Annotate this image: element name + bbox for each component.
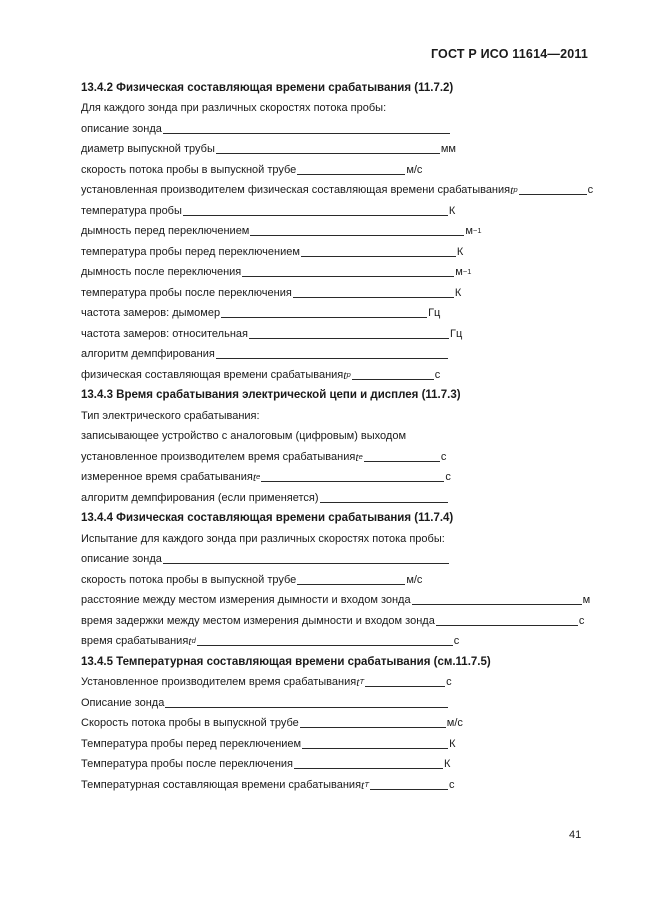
form-field-temperature-response-time: Температурная составляющая времени срабатывания t T с [81, 778, 455, 792]
fill-blank[interactable] [221, 306, 427, 318]
fill-blank[interactable] [216, 142, 440, 154]
fill-blank[interactable] [436, 614, 578, 626]
fill-blank[interactable] [261, 470, 444, 482]
fill-blank[interactable] [519, 183, 587, 195]
fill-blank[interactable] [242, 265, 454, 277]
form-field-temperature-before-switch-2: Температура пробы перед переключением К [81, 738, 456, 750]
text-line: Для каждого зонда при различных скоростях потока пробы: [81, 102, 387, 114]
text-line: Испытание для каждого зонда при различных скоростях потока пробы: [81, 533, 445, 545]
form-field-damping-algorithm: алгоритм демпфирования [81, 347, 449, 361]
form-field-sample-flow-velocity: скорость потока пробы в выпускной трубе м/с [81, 164, 423, 176]
fill-blank[interactable] [297, 573, 405, 585]
fill-blank[interactable] [163, 552, 449, 564]
form-field-response-time-td: время срабатывания t d с [81, 634, 460, 648]
fill-blank[interactable] [250, 224, 464, 236]
fill-blank[interactable] [412, 593, 582, 605]
fill-blank[interactable] [370, 778, 448, 790]
fill-blank[interactable] [249, 327, 449, 339]
form-field-sampling-frequency-opacimeter: частота замеров: дымомер Гц [81, 307, 441, 319]
form-field-manufacturer-temperature-response-time: Установленное производителем время срабатывания t T с [81, 675, 452, 689]
fill-blank[interactable] [183, 204, 448, 216]
section-heading-13-4-3: 13.4.3 Время срабатывания электрической цепи и дисплея (11.7.3) [81, 389, 461, 401]
fill-blank[interactable] [197, 634, 453, 646]
form-field-sample-temperature: температура пробы К [81, 205, 456, 217]
form-field-damping-algorithm-optional: алгоритм демпфирования (если применяется) [81, 491, 449, 505]
form-field-exhaust-pipe-diameter: диаметр выпускной трубы мм [81, 143, 456, 155]
text-line: записывающее устройство с аналоговым (цифровым) выходом [81, 430, 407, 442]
fill-blank[interactable] [163, 122, 450, 134]
section-heading-13-4-5: 13.4.5 Температурная составляющая времени срабатывания (см.11.7.5) [81, 656, 491, 668]
form-field-delay-time-opacity-to-probe: время задержки между местом измерения дымности и входом зонда с [81, 615, 585, 627]
form-field-probe-description-3: Описание зонда [81, 696, 449, 710]
form-field-temperature-before-switch: температура пробы перед переключением К [81, 246, 464, 258]
section-heading-13-4-4: 13.4.4 Физическая составляющая времени срабатывания (11.7.4) [81, 512, 454, 524]
fill-blank[interactable] [294, 757, 443, 769]
text-line: Тип электрического срабатывания: [81, 410, 260, 422]
form-field-temperature-after-switch: температура пробы после переключения К [81, 287, 462, 299]
fill-blank[interactable] [301, 245, 456, 257]
form-field-probe-description-2: описание зонда [81, 552, 450, 566]
fill-blank[interactable] [302, 737, 448, 749]
form-field-opacity-after-switch: дымность после переключения м −1 [81, 266, 472, 278]
fill-blank[interactable] [216, 347, 448, 359]
form-field-measured-electrical-response-time: измеренное время срабатывания t e с [81, 470, 451, 484]
fill-blank[interactable] [165, 696, 448, 708]
form-field-sample-flow-velocity-3: Скорость потока пробы в выпускной трубе м/с [81, 717, 463, 729]
form-field-sampling-frequency-relative: частота замеров: относительная Гц [81, 328, 463, 340]
fill-blank[interactable] [297, 163, 405, 175]
fill-blank[interactable] [300, 716, 446, 728]
form-field-temperature-after-switch-2: Температура пробы после переключения К [81, 758, 451, 770]
fill-blank[interactable] [352, 368, 434, 380]
page-number: 41 [569, 829, 582, 841]
section-heading-13-4-2: 13.4.2 Физическая составляющая времени срабатывания (11.7.2) [81, 82, 454, 94]
form-field-manufacturer-electrical-response-time: установленное производителем время срабатывания t e с [81, 450, 447, 464]
form-field-manufacturer-physical-response-time: установленная производителем физическая составляющая времени срабатывания t p с [81, 183, 594, 197]
standard-header: ГОСТ Р ИСО 11614—2011 [430, 47, 588, 61]
form-field-distance-opacity-to-probe: расстояние между местом измерения дымности и входом зонда м [81, 594, 591, 606]
form-field-physical-response-time: физическая составляющая времени срабатывания t p с [81, 368, 441, 382]
fill-blank[interactable] [293, 286, 454, 298]
fill-blank[interactable] [364, 450, 440, 462]
form-field-opacity-before-switch: дымность перед переключением м −1 [81, 225, 482, 237]
fill-blank[interactable] [365, 675, 445, 687]
fill-blank[interactable] [320, 491, 448, 503]
form-field-probe-description: описание зонда [81, 122, 451, 136]
form-field-sample-flow-velocity-2: скорость потока пробы в выпускной трубе м/с [81, 574, 423, 586]
